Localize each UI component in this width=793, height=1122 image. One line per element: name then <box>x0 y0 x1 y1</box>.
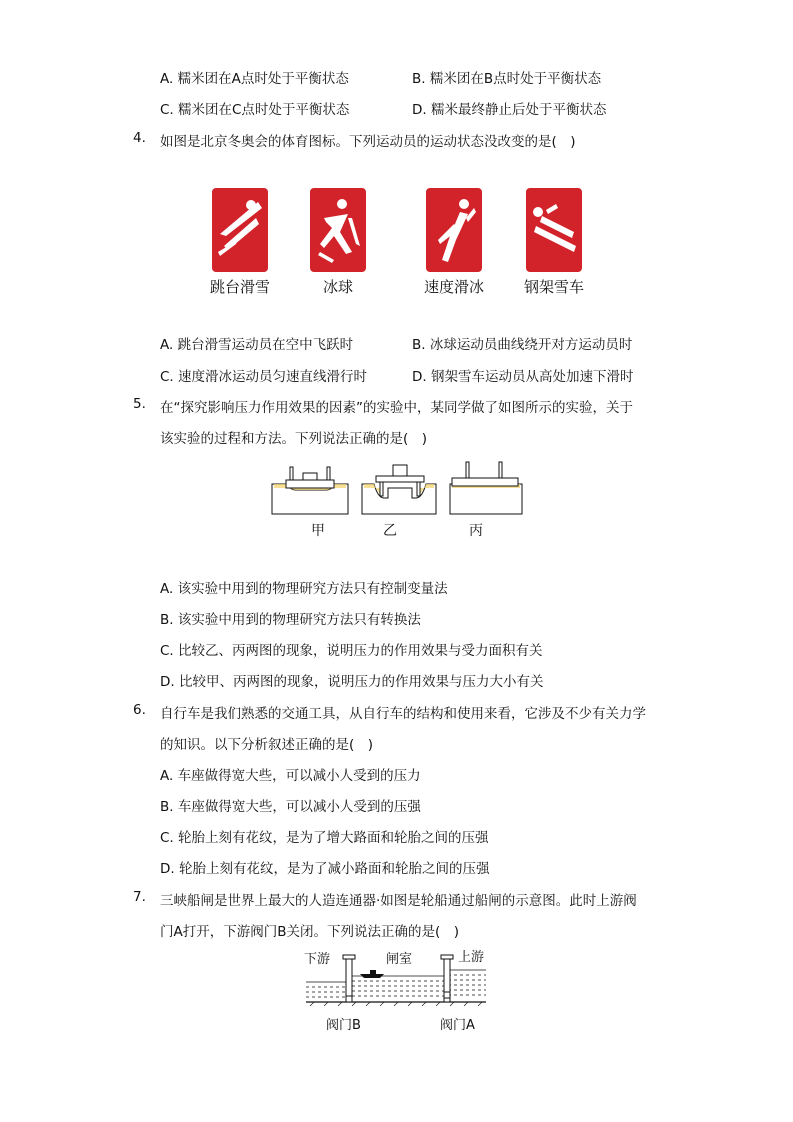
q4-stem: 如图是北京冬奥会的体育图标。下列运动员的运动状态没改变的是( ) <box>160 134 576 150</box>
q6-option-c: C. 轮胎上刻有花纹，是为了增大路面和轮胎之间的压强 <box>160 830 489 846</box>
q5-stem-line1: 在“探究影响压力作用效果的因素”的实验中，某同学做了如图所示的实验，关于 <box>160 400 633 416</box>
q4-number: 4. <box>133 130 146 146</box>
figure-label-yi: 乙 <box>383 523 397 539</box>
q6-option-b: B. 车座做得宽大些，可以减小人受到的压强 <box>160 799 421 815</box>
q7-stem-line2: 门A打开，下游阀门B关闭。下列说法正确的是( ) <box>160 924 460 940</box>
icon-label-ice-hockey: 冰球 <box>322 278 353 296</box>
q3-option-c: C. 糯米团在C点时处于平衡状态 <box>160 102 350 118</box>
q4-option-d: D. 钢架雪车运动员从高处加速下滑时 <box>412 369 634 385</box>
q5-option-b: B. 该实验中用到的物理研究方法只有转换法 <box>160 612 421 628</box>
q3-option-b: B. 糯米团在B点时处于平衡状态 <box>412 71 602 87</box>
label-valve-b: 阀门B <box>326 1018 361 1033</box>
q6-number: 6. <box>133 702 146 718</box>
q7-stem-line1: 三峡船闸是世界上最大的人造连通器·如图是轮船通过船闸的示意图。此时上游阀 <box>160 893 637 909</box>
speed-skating-icon <box>426 188 482 276</box>
pressure-experiment-figure <box>270 460 526 522</box>
skeleton-sled-icon <box>526 188 582 276</box>
q6-option-a: A. 车座做得宽大些，可以减小人受到的压力 <box>160 768 421 784</box>
q4-option-a: A. 跳台滑雪运动员在空中飞跃时 <box>160 337 354 353</box>
q3-option-d: D. 糯米最终静止后处于平衡状态 <box>412 102 607 118</box>
icon-label-speed-skating: 速度滑冰 <box>423 278 484 296</box>
q6-option-d: D. 轮胎上刻有花纹，是为了减小路面和轮胎之间的压强 <box>160 861 490 877</box>
q5-number: 5. <box>133 396 146 412</box>
ski-jumping-icon <box>212 188 268 276</box>
q5-stem-line2: 该实验的过程和方法。下列说法正确的是( ) <box>160 431 428 447</box>
q4-option-b: B. 冰球运动员曲线绕开对方运动员时 <box>412 337 633 353</box>
q4-option-c: C. 速度滑冰运动员匀速直线滑行时 <box>160 369 368 385</box>
q7-number: 7. <box>133 889 146 905</box>
figure-label-jia: 甲 <box>311 523 325 539</box>
q5-option-d: D. 比较甲、丙两图的现象，说明压力的作用效果与压力大小有关 <box>160 674 544 690</box>
icon-label-ski-jumping: 跳台滑雪 <box>209 278 270 296</box>
label-downstream: 下游 <box>304 952 331 967</box>
label-lock-chamber: 闸室 <box>386 952 413 967</box>
q5-option-a: A. 该实验中用到的物理研究方法只有控制变量法 <box>160 581 448 597</box>
q6-stem-line1: 自行车是我们熟悉的交通工具，从自行车的结构和使用来看，它涉及不少有关力学 <box>160 706 646 722</box>
label-upstream: 上游 <box>458 950 485 965</box>
figure-label-bing: 丙 <box>469 523 483 539</box>
q5-option-c: C. 比较乙、丙两图的现象，说明压力的作用效果与受力面积有关 <box>160 643 543 659</box>
q6-stem-line2: 的知识。以下分析叙述正确的是( ) <box>160 737 374 753</box>
icon-label-skeleton: 钢架雪车 <box>523 278 584 296</box>
q3-option-a: A. 糯米团在A点时处于平衡状态 <box>160 71 349 87</box>
label-valve-a: 阀门A <box>440 1018 475 1033</box>
ice-hockey-icon <box>310 188 366 276</box>
